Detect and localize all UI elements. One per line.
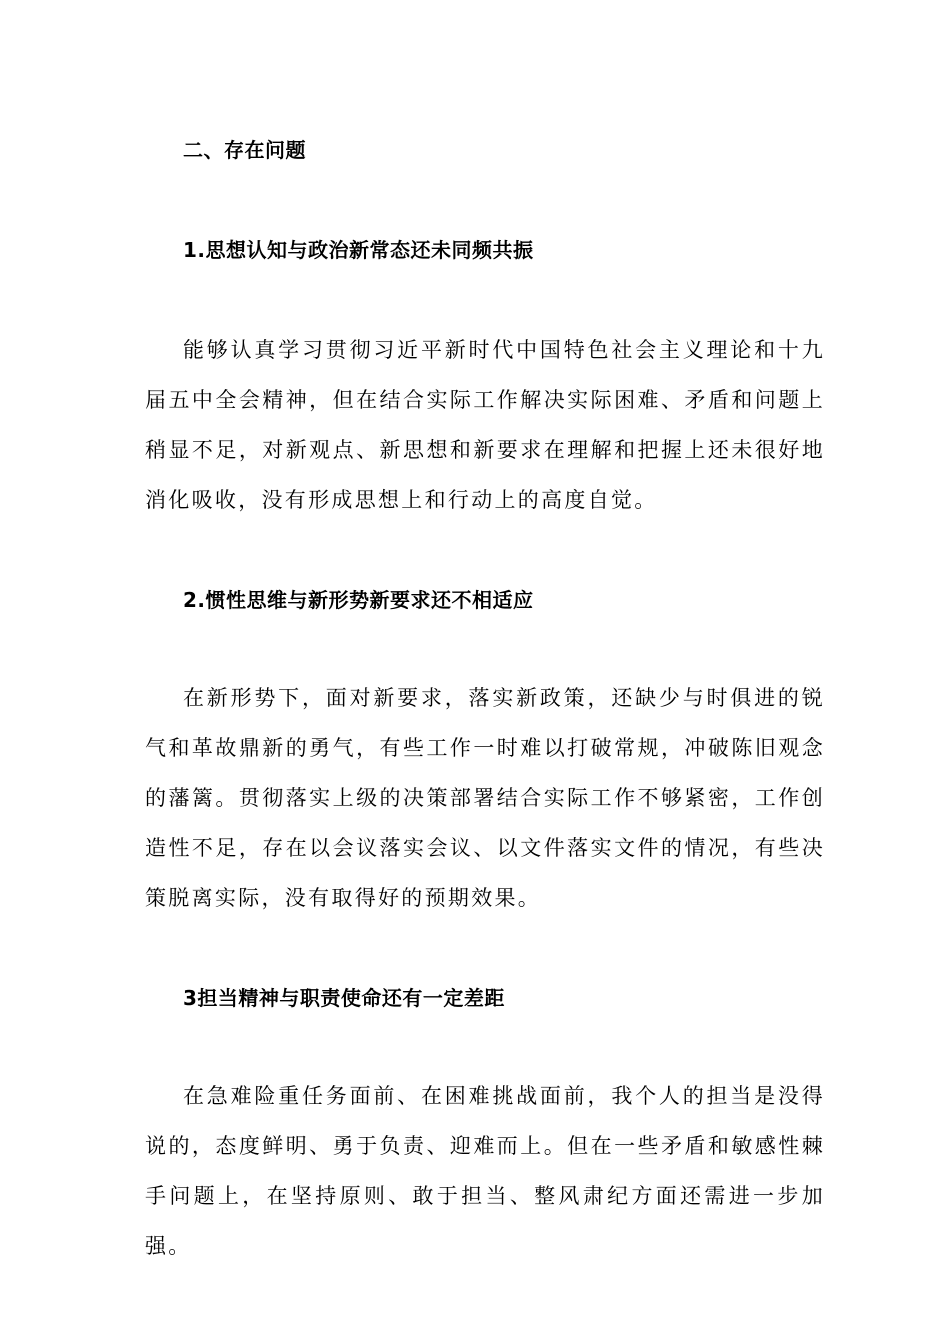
item-3-heading: 3担当精神与职责使命还有一定差距 xyxy=(183,986,505,1010)
item-1-body: 能够认真学习贯彻习近平新时代中国特色社会主义理论和十九届五中全会精神，但在结合实际工作解决实际困难、矛盾和问题上稍显不足，对新观点、新思想和新要求在理解和把握上还未很好地消化吸收，没有形成思想上和行动上的高度自觉。 xyxy=(145,338,825,512)
section-title: 二、存在问题 xyxy=(183,138,306,162)
item-2-heading: 2.惯性思维与新形势新要求还不相适应 xyxy=(183,588,534,612)
item-2-body: 在新形势下，面对新要求，落实新政策，还缺少与时俱进的锐气和革故鼎新的勇气，有些工作一时难以打破常规，冲破陈旧观念的藩篱。贯彻落实上级的决策部署结合实际工作不够紧密，工作创造性不足，存在以会议落实会议、以文件落实文件的情况，有些决策脱离实际，没有取得好的预期效果。 xyxy=(145,686,825,910)
item-1-heading: 1.思想认知与政治新常态还未同频共振 xyxy=(183,238,534,262)
item-3-body: 在急难险重任务面前、在困难挑战面前，我个人的担当是没得说的，态度鲜明、勇于负责、迎难而上。但在一些矛盾和敏感性棘手问题上，在坚持原则、敢于担当、整风肃纪方面还需进一步加强。 xyxy=(145,1084,825,1258)
